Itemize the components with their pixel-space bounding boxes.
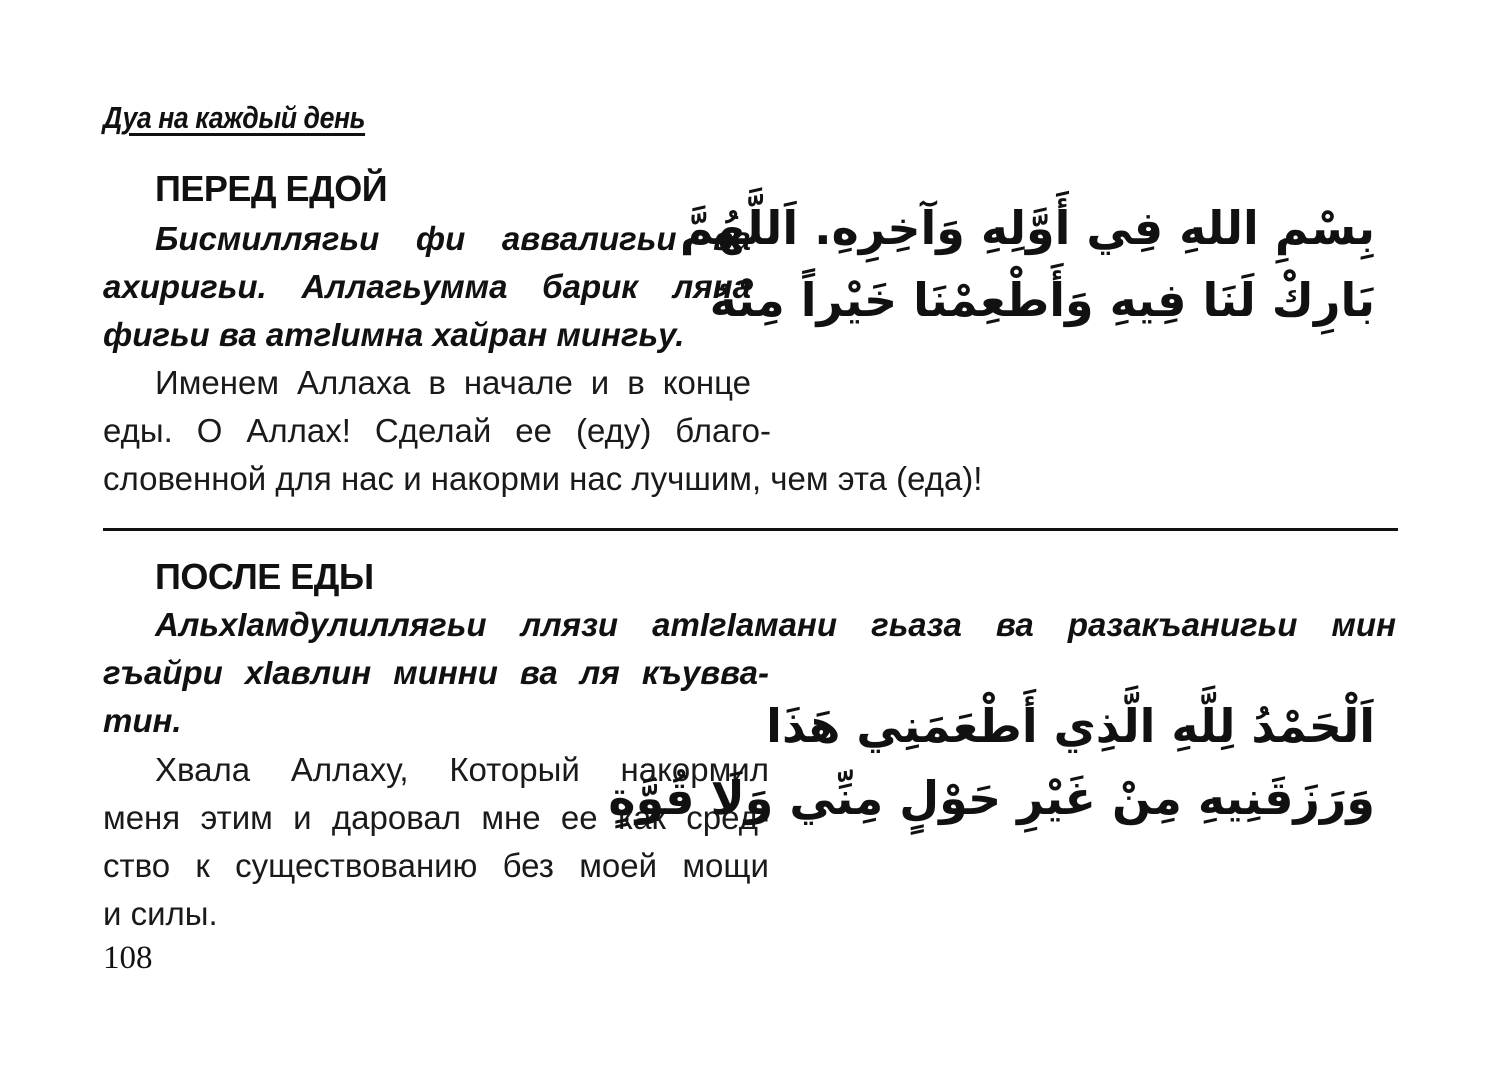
arabic-line: اَلْحَمْدُ لِلَّهِ الَّذِي أَطْعَمَنِي هَذَا [766, 699, 1375, 753]
arabic-line: وَرَزَقَنِيهِ مِنْ غَيْرِ حَوْلٍ مِنِّي وَلَا قُوَّةٍ [608, 771, 1375, 825]
translation-line: меня этим и даровал мне ее как сред- [103, 799, 769, 836]
translation-line: и силы. [103, 895, 218, 932]
translit-line: гъайри хIавлин минни ва ля къувва- [103, 654, 769, 691]
section-heading-before-meal: ПЕРЕД ЕДОЙ [155, 168, 388, 209]
translation-line: словенной для нас и накорми нас лучшим, чем эта (еда)! [103, 460, 983, 497]
running-header: Дуа на каждый день [103, 100, 366, 135]
arabic-dua-after-meal [608, 690, 1375, 834]
arabic-dua-before-meal [679, 192, 1375, 336]
section-divider [103, 528, 1398, 531]
translation-line: Хвала Аллаху, Который накормил [155, 751, 769, 788]
section-heading-after-meal: ПОСЛЕ ЕДЫ [155, 556, 374, 597]
translit-line: Бисмиллягьи фи аввалигьи ва [155, 220, 751, 257]
translation-before-meal [103, 359, 983, 503]
arabic-line: بَارِكْ لَنَا فِيهِ وَأَطْعِمْنَا خَيْراً مِنْهُ [709, 273, 1375, 327]
translit-line: АльхIамдулиллягьи ллязи атIгIамани гьаза ва разакъанигьи мин [155, 606, 1396, 643]
arabic-line: بِسْمِ اللهِ فِي أَوَّلِهِ وَآخِرِهِ. اَللَّهُمَّ [679, 201, 1375, 255]
translit-line: тин. [103, 702, 182, 739]
page-number: 108 [103, 940, 153, 976]
translation-line: ство к существованию без моей мощи [103, 847, 769, 884]
translation-line: еды. О Аллах! Сделай ее (еду) благо- [103, 412, 771, 449]
translation-line: Именем Аллаха в начале и в конце [155, 364, 751, 401]
translit-line: ахиригьи. Аллагьумма барик ляна [103, 268, 751, 305]
transliteration-before-meal [103, 215, 751, 359]
translit-line: фигьи ва атгIимна хайран мингьу. [103, 316, 685, 353]
